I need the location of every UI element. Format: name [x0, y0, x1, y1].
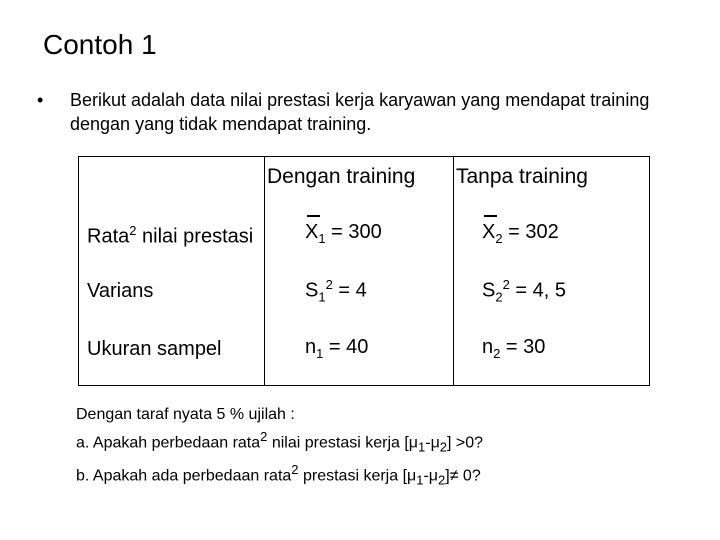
bullet-text: Berikut adalah data nilai prestasi kerja karyawan yang mendapat training dengan yang tidak mendapat training.: [70, 90, 650, 134]
superscript: 2: [291, 461, 299, 477]
text: -μ: [423, 466, 439, 484]
symbol: n: [482, 336, 494, 358]
symbol: S: [305, 279, 319, 302]
symbol: n: [305, 336, 317, 358]
subscript: 2: [495, 231, 503, 246]
table-header-row: [79, 157, 650, 198]
question-notes: [76, 404, 483, 491]
notes-line-2: [76, 426, 483, 459]
notes-line-3: [76, 459, 483, 492]
table-row-sample-size: [79, 312, 650, 386]
subscript: 1: [318, 289, 326, 305]
value: = 300: [325, 221, 382, 243]
subscript: 1: [416, 472, 424, 488]
superscript: 2: [325, 277, 333, 293]
text: nilai prestasi kerja [μ: [267, 434, 418, 452]
label-rest: nilai prestasi: [136, 225, 254, 248]
cell-sample-with: [265, 312, 454, 386]
row-label-mean: [79, 197, 265, 270]
value: = 4, 5: [509, 279, 566, 302]
notes-line-1: Dengan taraf nyata 5 % ujilah :: [76, 406, 295, 423]
row-label-variance: Varians: [79, 270, 265, 312]
superscript: 2: [260, 429, 268, 444]
value: = 4: [332, 279, 367, 302]
cell-sample-without: [454, 312, 650, 386]
header-empty-cell: [79, 157, 265, 198]
slide-title: Contoh 1: [43, 29, 157, 60]
cell-variance-without: [454, 270, 650, 312]
text: a. Apakah perbedaan rata: [76, 434, 261, 452]
cell-variance-with: [265, 270, 454, 312]
bullet-symbol: •: [37, 90, 44, 110]
text: b. Apakah ada perbedaan rata: [76, 466, 292, 484]
subscript: 2: [439, 439, 448, 455]
text: ] >0?: [447, 434, 484, 452]
cell-mean-with: [265, 197, 454, 270]
superscript: 2: [502, 277, 510, 293]
text: ]≠ 0?: [445, 466, 481, 484]
subscript: 2: [493, 346, 501, 361]
header-with-training: Dengan training: [265, 157, 454, 198]
subscript: 2: [438, 472, 446, 488]
symbol: X: [305, 221, 319, 243]
table-row-variance: [79, 270, 650, 312]
header-without-training: Tanpa training: [454, 157, 650, 198]
value: = 40: [323, 336, 369, 358]
subscript: 1: [418, 439, 426, 455]
label-sup: 2: [129, 222, 137, 238]
comparison-table: [78, 156, 650, 386]
text: -μ: [425, 434, 440, 452]
subscript: 1: [316, 346, 324, 361]
table-row-mean: [79, 197, 650, 270]
symbol: X: [482, 221, 496, 243]
x-bar-symbol: [482, 221, 495, 244]
label-text: Rata: [87, 225, 130, 248]
value: = 30: [500, 336, 546, 358]
row-label-sample-size: Ukuran sampel: [79, 312, 265, 386]
text: prestasi kerja [μ: [298, 466, 417, 484]
x-bar-symbol: [305, 221, 318, 244]
value: = 302: [502, 221, 559, 243]
subscript: 2: [495, 289, 503, 305]
subscript: 1: [318, 231, 326, 246]
symbol: S: [482, 279, 496, 302]
cell-mean-without: [454, 197, 650, 270]
